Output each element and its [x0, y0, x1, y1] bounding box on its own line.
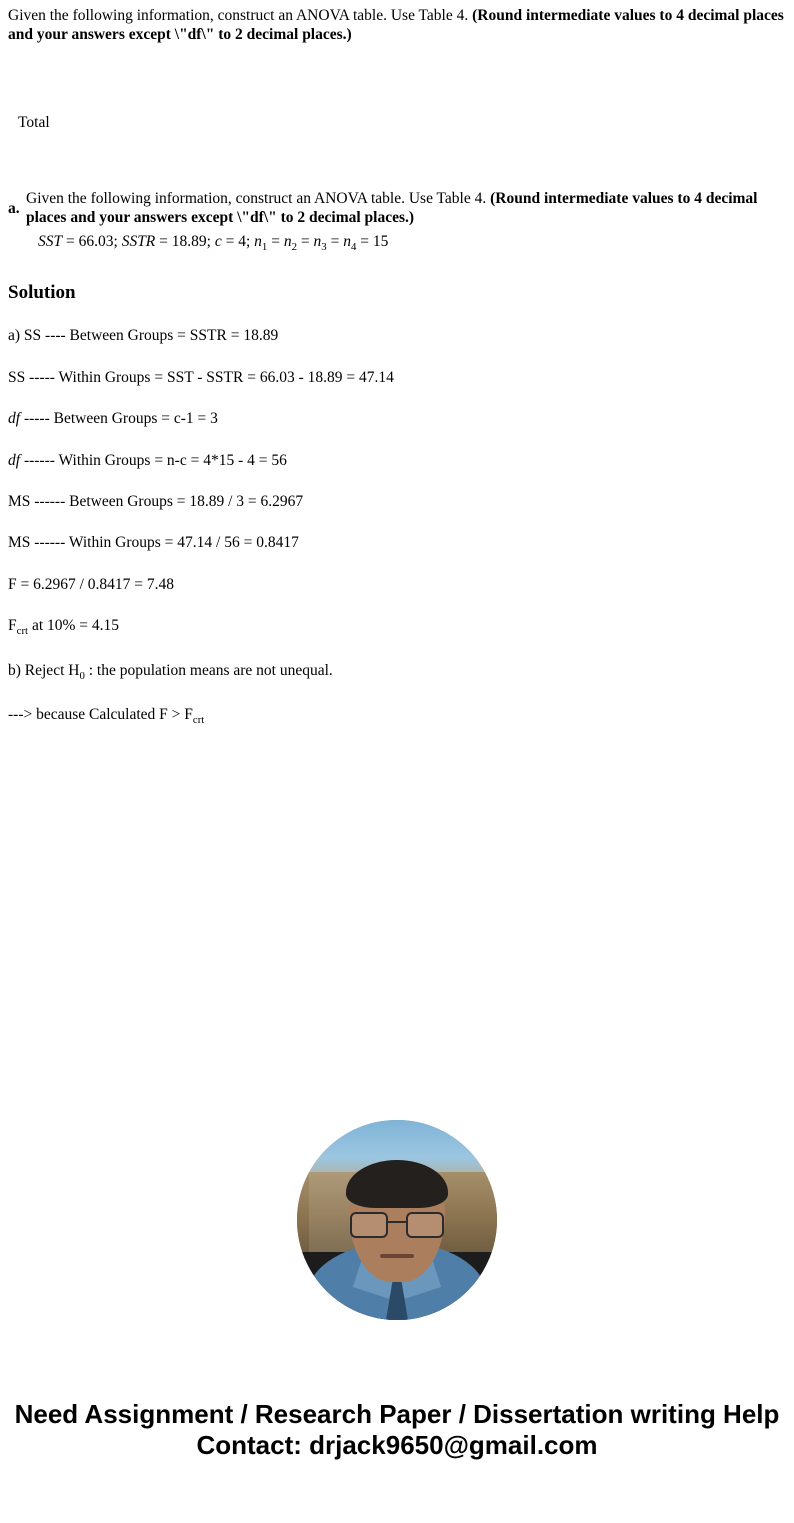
- n1-symbol: n: [254, 233, 262, 251]
- fcrt-rest: at 10% = 4.15: [31, 617, 120, 635]
- avatar-mouth: [380, 1254, 414, 1258]
- question-bold-text: (Round intermediate values to 4 decimal places and your answers except \"df\" to 2 decimal places.): [26, 190, 758, 226]
- equals-3: =: [330, 233, 340, 251]
- df-symbol-between: df: [8, 410, 21, 428]
- n4-symbol: n: [343, 233, 351, 251]
- n3-subscript: 3: [321, 241, 327, 254]
- n-value: = 15: [360, 233, 389, 251]
- solution-line-f-value: F = 6.2967 / 0.8417 = 7.48: [8, 575, 175, 593]
- n4-subscript: 4: [350, 241, 357, 254]
- solution-line-fcrt: [0, 616, 794, 639]
- equals-1: =: [271, 233, 280, 251]
- reject-rest: : the population means are not unequal.: [88, 661, 333, 679]
- intro-paragraph: [0, 0, 794, 44]
- solution-line-ms-within: MS ------ Within Groups = 47.14 / 56 = 0.8417: [8, 534, 299, 552]
- solution-line-reject: [0, 661, 794, 684]
- fcrt-subscript: crt: [16, 625, 29, 638]
- solution-line-ms-between: MS ------ Between Groups = 18.89 / 3 = 6.2967: [8, 492, 304, 510]
- question-values: [26, 227, 780, 254]
- solution-line-df-between: [0, 409, 794, 428]
- footer-line-1: Need Assignment / Research Paper / Dissertation writing Help: [14, 1399, 780, 1429]
- df-between-text: ----- Between Groups = c-1 = 3: [23, 410, 218, 428]
- question-label: a.: [8, 200, 20, 218]
- question-body: [26, 190, 780, 254]
- avatar-container: [0, 1120, 794, 1320]
- glasses-lens-right: [406, 1212, 444, 1238]
- total-label: Total: [18, 114, 50, 132]
- because-subscript: crt: [192, 714, 205, 727]
- reject-prefix: b) Reject H: [8, 661, 80, 679]
- solution-line-ss-within: SS ----- Within Groups = SST - SSTR = 66.03 - 18.89 = 47.14: [8, 368, 394, 386]
- intro-plain-text: Given the following information, construct an ANOVA table. Use Table 4.: [8, 7, 469, 24]
- glasses-lens-left: [350, 1212, 388, 1238]
- equals-2: =: [300, 233, 310, 251]
- n3-symbol: n: [313, 233, 322, 251]
- sstr-symbol: SSTR: [121, 233, 156, 251]
- question-plain-text: Given the following information, construct an ANOVA table. Use Table 4.: [26, 190, 487, 208]
- sst-value: = 66.03;: [66, 233, 118, 251]
- footer-line-2: Contact: drjack9650@gmail.com: [196, 1429, 598, 1460]
- df-within-text: ------ Within Groups = n-c = 4*15 - 4 = 56: [23, 451, 287, 469]
- anova-table-total-label: [0, 44, 794, 132]
- h0-subscript: 0: [79, 669, 85, 682]
- because-prefix: ---> because Calculated F > F: [8, 706, 193, 724]
- n2-subscript: 2: [291, 241, 298, 254]
- question-a: [0, 132, 794, 254]
- n2-symbol: n: [283, 233, 292, 251]
- glasses-icon: [350, 1212, 444, 1234]
- avatar: [297, 1120, 497, 1320]
- footer-contact: [0, 1400, 794, 1461]
- f-symbol: F: [8, 617, 17, 635]
- sstr-value: = 18.89;: [159, 233, 211, 251]
- n1-subscript: 1: [261, 241, 268, 254]
- solution-heading: Solution: [8, 282, 76, 304]
- c-symbol: c: [214, 233, 222, 251]
- question-text: [26, 190, 780, 227]
- df-symbol-within: df: [8, 451, 21, 469]
- intro-bold-text: (Round intermediate values to 4 decimal places and your answers except \"df\" to 2 decimal places.): [8, 7, 784, 43]
- glasses-bridge: [386, 1221, 408, 1223]
- solution-line-ss-between: a) SS ---- Between Groups = SSTR = 18.89: [8, 327, 279, 345]
- c-value: = 4;: [225, 233, 251, 251]
- sst-symbol: SST: [38, 233, 63, 251]
- solution-line-df-within: [0, 451, 794, 470]
- solution-line-because: [0, 705, 794, 728]
